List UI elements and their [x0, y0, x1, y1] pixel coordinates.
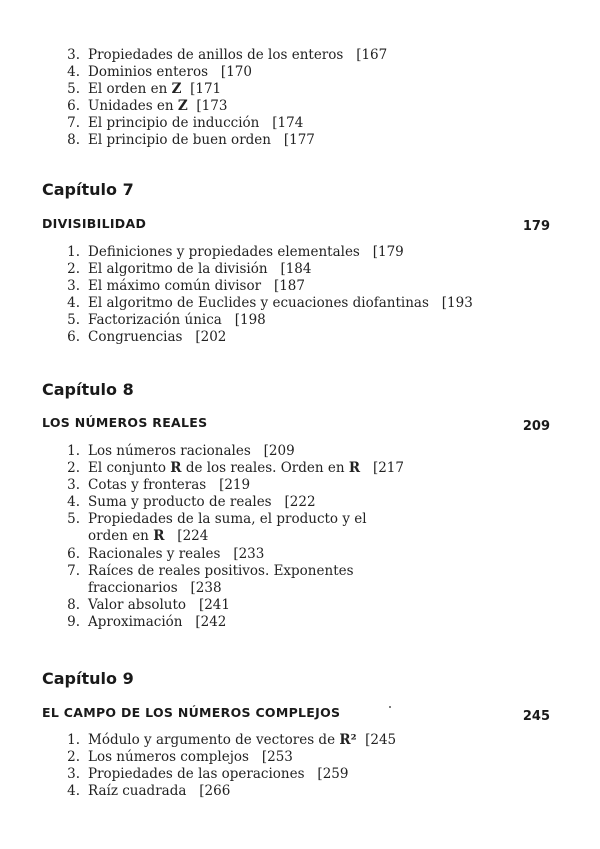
toc-entry: 4. Dominios enteros [170 — [67, 64, 252, 81]
toc-entry: 3. Propiedades de anillos de los enteros [167 — [67, 47, 388, 63]
toc-entry: 6. Racionales y reales [233 — [67, 545, 265, 562]
toc-entry: 2. Los números complejos [253 — [67, 749, 293, 766]
chapter-8-label: Capítulo 8 — [42, 380, 134, 399]
chapter-7-entry-list — [60, 244, 473, 347]
toc-entry: 1. Definiciones y propiedades elementales [179 — [67, 244, 404, 260]
toc-entry: 3. Propiedades de las operaciones [259 — [67, 766, 349, 783]
chapter-9-entry-list — [60, 732, 396, 800]
toc-entry: 8. Valor absoluto [241 — [67, 596, 230, 613]
toc-entry: 9. Aproximación [242 — [67, 613, 227, 630]
chapter-8-page: 209 — [522, 419, 550, 434]
toc-entry: 5. Factorización única [198 — [67, 312, 266, 329]
toc-entry: 4. Suma y producto de reales [222 — [67, 494, 316, 511]
toc-entry: 5. El orden en Z [171 — [67, 81, 222, 98]
chapter-9-title: EL CAMPO DE LOS NÚMEROS COMPLEJOS — [42, 705, 341, 720]
toc-entry: 7. Raíces de reales positivos. Exponentes fraccionarios [238 — [67, 562, 354, 596]
toc-entry: 3. Cotas y fronteras [219 — [67, 477, 251, 494]
chapter-8-title: LOS NÚMEROS REALES — [42, 415, 208, 430]
chapter-7-title: DIVISIBILIDAD — [42, 216, 147, 231]
toc-entry: 4. Raíz cuadrada [266 — [67, 783, 231, 800]
scan-speck — [389, 706, 391, 708]
toc-entry: 5. Propiedades de la suma, el producto y el orden en R [224 — [67, 511, 367, 545]
toc-entry: 6. Unidades en Z [173 — [67, 98, 228, 115]
intro-entry-list — [60, 47, 387, 150]
toc-entry: 4. El algoritmo de Euclides y ecuaciones diofantinas [193 — [67, 295, 473, 312]
toc-entry: 2. El algoritmo de la división [184 — [67, 261, 312, 278]
toc-entry: 1. Los números racionales [209 — [67, 443, 295, 459]
chapter-9-page: 245 — [522, 709, 550, 724]
toc-entry: 1. Módulo y argumento de vectores de R² [245 — [67, 732, 397, 748]
toc-entry: 8. El principio de buen orden [177 — [67, 132, 315, 149]
chapter-7-page: 179 — [522, 219, 550, 234]
chapter-9-label: Capítulo 9 — [42, 669, 134, 688]
chapter-8-entry-list — [60, 443, 404, 631]
toc-entry: 2. El conjunto R de los reales. Orden en R [217 — [67, 460, 404, 477]
chapter-7-label: Capítulo 7 — [42, 180, 134, 199]
toc-entry: 6. Congruencias [202 — [67, 329, 227, 346]
toc-entry: 7. El principio de inducción [174 — [67, 115, 304, 132]
toc-entry: 3. El máximo común divisor [187 — [67, 278, 305, 295]
